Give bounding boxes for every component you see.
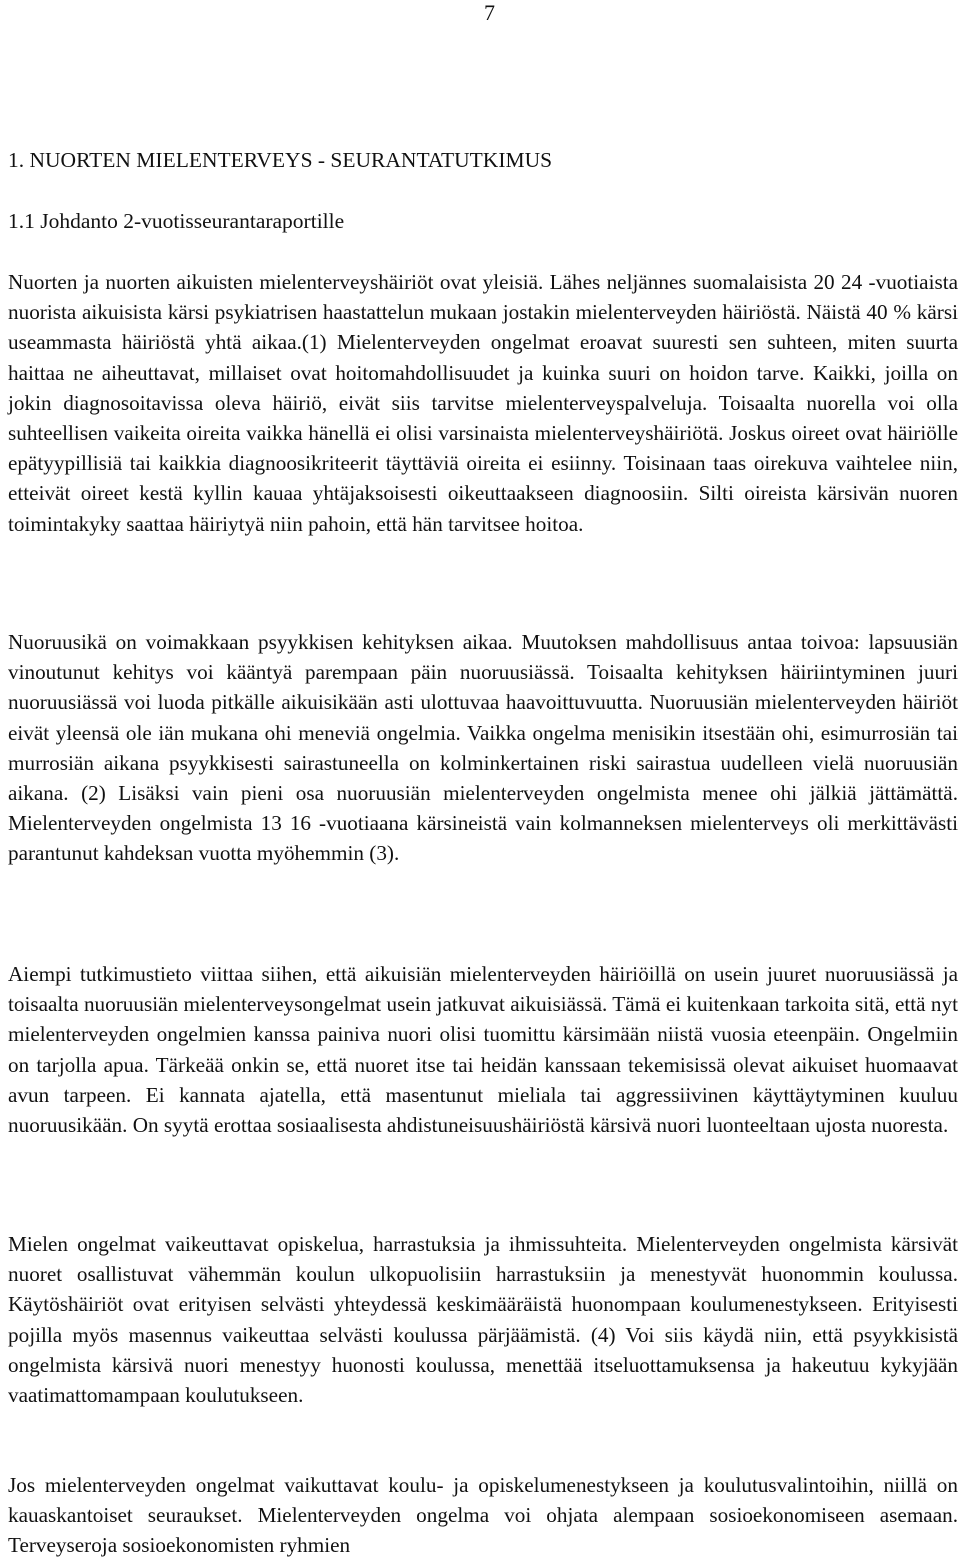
body-paragraph: Nuorten ja nuorten aikuisten mielenterveyshäiriöt ovat yleisiä. Lähes neljännes suomalaisista 20 24 -vuotiaista nuorista aikuisista kärsi psykiatrisen haastattelun mukaan jostakin mielenterveyden häiriöstä. Näistä 40 % kärsi useammasta häiriöstä yhtä aikaa.(1) Mielenterveyden ongelmat eroavat suuresti sen suhteen, miten suurta haittaa ne aiheuttavat, millaiset ovat hoitomahdollisuudet ja kuinka suuri on hoidon tarve. Kaikki, joilla on jokin diagnosoitavissa oleva häiriö, eivät siis tarvitse mielenterveyspalveluja. Toisaalta nuorella voi olla suhteellisen vaikeita oireita vaikka hänellä ei olisi varsinaista mielenterveyshäiriötä. Joskus oireet ovat häiriölle epätyypillisiä tai kaikkia diagnoosikriteerit täyttäviä oireita ei esiinny. Toisinaan taas oirekuva vaihtelee niin, etteivät oireet kestä kyllin kauaa yhtäjaksoisesti oikeuttaakseen diagnoosiin. Silti oireista kärsivän nuoren toimintakyky saattaa häiriytyä niin pahoin, että hän tarvitsee hoitoa. xyxy=(8,270,958,536)
body-paragraph: Aiempi tutkimustieto viittaa siihen, että aikuisiän mielenterveyden häiriöillä on usein juuret nuoruusiässä ja toisaalta nuoruusiän mielenterveysongelmat usein jatkuvat aikuisiässä. Tämä ei kuitenkaan tarkoita sitä, että nyt mielenterveyden ongelmien kanssa painiva nuori olisi tuomittu kärsimään niistä vuosia eteenpäin. Ongelmiin on tarjolla apua. Tärkeää onkin se, että nuoret itse tai heidän kanssaan tekemisissä olevat aikuiset huomaavat avun tarpeen. Ei kannata ajatella, että masentunut mieliala tai aggressiivinen käyttäytyminen kuuluu nuoruusikään. On syytä erottaa sosiaalisesta ahdistuneisuushäiriöstä kärsivä nuori luonteeltaan ujosta nuoresta. xyxy=(8,962,958,1138)
body-paragraph: Mielen ongelmat vaikeuttavat opiskelua, harrastuksia ja ihmissuhteita. Mielenterveyden ongelmista kärsivät nuoret osallistuvat vähemmän koulun ulkopuolisiin harrastuksiin ja menestyvät huonommin koulussa. Käytöshäiriöt ovat erityisen selvästi yhteydessä keskimääräistä huonompaan koulumenestykseen. Erityisesti pojilla myös masennus vaikeuttaa selvästi koulussa pärjäämistä. (4) Voi siis käydä niin, että psyykkisistä ongelmista kärsivä nuori menestyy huonosti koulussa, menettää itseluottamuksensa ja hakeutuu kykyjään vaatimattomampaan koulutukseen. xyxy=(8,1232,958,1408)
page-number: 7 xyxy=(484,0,495,25)
body-paragraph: Jos mielenterveyden ongelmat vaikuttavat koulu- ja opiskelumenestykseen ja koulutusvalintoihin, niillä on kauaskantoiset seuraukset. Mielenterveyden ongelma voi ohjata alempaan sosioekonomiseen asemaan. Terveyseroja sosioekonomisten ryhmien xyxy=(8,1473,958,1558)
chapter-heading: 1. NUORTEN MIELENTERVEYS - SEURANTATUTKIMUS xyxy=(8,148,553,172)
section-heading: 1.1 Johdanto 2-vuotisseurantaraportille xyxy=(8,209,345,233)
body-paragraph: Nuoruusikä on voimakkaan psyykkisen kehityksen aikaa. Muutoksen mahdollisuus antaa toivoa: lapsuusiän vinoutunut kehitys voi kääntyä parempaan päin nuoruusiässä. Toisaalta kehityksen häiriintyminen juuri nuoruusiässä voi luoda pitkälle aikuisikään asti ulottuvaa haavoittuvuutta. Nuoruusiän mielenterveyden häiriöt eivät yleensä ole iän mukana ohi meneviä ongelmia. Vaikka ongelma menisikin itsestään ohi, esimurrosiän tai murrosiän aikana psyykkisesti sairastuneella on kolminkertainen riski sairastua uudelleen vielä nuoruusiän aikana. (2) Lisäksi vain pieni osa nuoruusiän mielenterveyden ongelmista menee ohi jälkiä jättämättä. Mielenterveyden ongelmista 13 16 -vuotiaana kärsineistä vain kolmanneksen mielenterveys oli merkittävästi parantunut kahdeksan vuotta myöhemmin (3). xyxy=(8,630,958,866)
